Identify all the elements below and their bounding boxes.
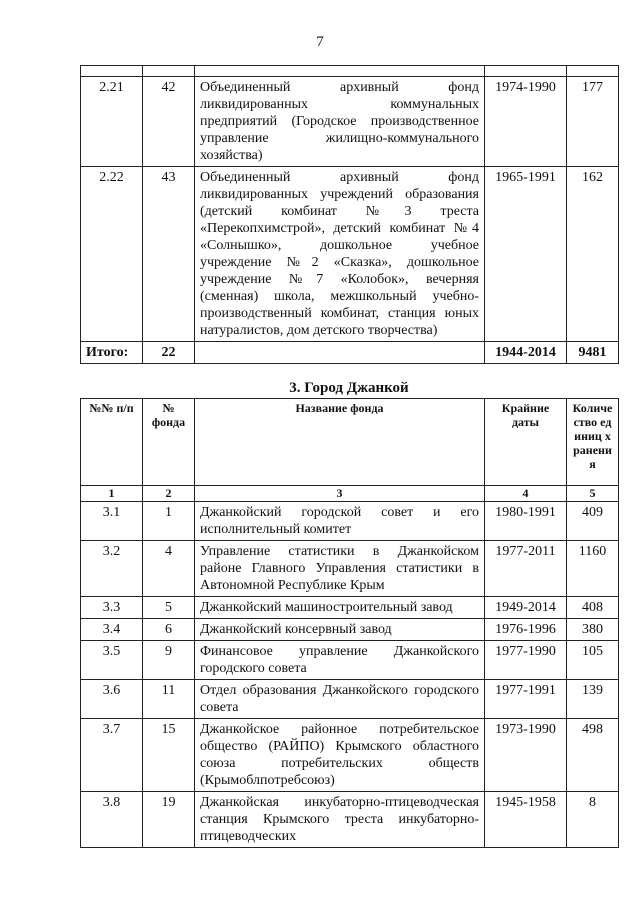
fond-number: 19 [143, 792, 195, 848]
header-dates: Крайние даты [485, 399, 567, 486]
table-row [81, 541, 619, 597]
fond-number: 9 [143, 641, 195, 680]
fond-number: 43 [143, 167, 195, 342]
date-range: 1965-1991 [485, 167, 567, 342]
column-number: 4 [485, 486, 567, 502]
storage-units: 498 [567, 719, 619, 792]
table-row [81, 619, 619, 641]
header-count: Количество единиц хранения [567, 399, 619, 486]
fond-number: 4 [143, 541, 195, 597]
total-fond-count: 22 [143, 342, 195, 364]
table-row [81, 597, 619, 619]
storage-units: 105 [567, 641, 619, 680]
date-range: 1977-2011 [485, 541, 567, 597]
column-number: 5 [567, 486, 619, 502]
storage-units: 177 [567, 77, 619, 167]
storage-units: 408 [567, 597, 619, 619]
date-range: 1973-1990 [485, 719, 567, 792]
header-fond: № фонда [143, 399, 195, 486]
table-row [81, 167, 619, 342]
row-number: 3.1 [81, 502, 143, 541]
date-range: 1980-1991 [485, 502, 567, 541]
date-range: 1977-1990 [485, 641, 567, 680]
table-row [81, 641, 619, 680]
total-storage-units: 9481 [567, 342, 619, 364]
section-title: 3. Город Джанкой [289, 380, 409, 396]
total-row [81, 342, 619, 364]
header-num: №№ п/п [81, 399, 143, 486]
fond-name: Финансовое управление Джанкойского городского совета [195, 641, 485, 680]
table-header-row [81, 399, 619, 486]
fond-name: Джанкойская инкубаторно-птицеводческая станция Крымского треста инкубаторно-птицеводческих [195, 792, 485, 848]
column-number: 1 [81, 486, 143, 502]
row-number: 2.22 [81, 167, 143, 342]
fond-name: Объединенный архивный фонд ликвидированных учреждений образования (детский комбинат №3 треста «Перекопхимстрой», детский комбинат №4 «Солнышко», дошкольное учебное учреждение №2 «Сказка», дошкольное учреждение №7 «Колобок», вечерняя (сменная) школа, межшкольный учебно-производственный комбинат, станция юных натуралистов, дом детского творчества) [195, 167, 485, 342]
row-number: 3.8 [81, 792, 143, 848]
row-number: 3.7 [81, 719, 143, 792]
table-row [81, 719, 619, 792]
row-number: 3.2 [81, 541, 143, 597]
table-header-stub [81, 66, 619, 77]
total-label: Итого: [81, 342, 143, 364]
row-number: 3.5 [81, 641, 143, 680]
column-number-row [81, 486, 619, 502]
storage-units: 8 [567, 792, 619, 848]
fond-name: Объединенный архивный фонд ликвидированных коммунальных предприятий (Городское производственное управление жилищно-коммунального хозяйства) [195, 77, 485, 167]
fond-name: Джанкойский консервный завод [195, 619, 485, 641]
storage-units: 1160 [567, 541, 619, 597]
fond-number: 15 [143, 719, 195, 792]
header-name: Название фонда [195, 399, 485, 486]
total-empty-cell [195, 342, 485, 364]
page-number: 7 [316, 34, 324, 50]
fond-name: Джанкойский городской совет и его исполнительный комитет [195, 502, 485, 541]
fond-name: Джанкойский машиностроительный завод [195, 597, 485, 619]
row-number: 3.4 [81, 619, 143, 641]
row-number: 2.21 [81, 77, 143, 167]
row-number: 3.3 [81, 597, 143, 619]
fond-number: 5 [143, 597, 195, 619]
column-number: 2 [143, 486, 195, 502]
storage-units: 380 [567, 619, 619, 641]
fond-number: 1 [143, 502, 195, 541]
table-row [81, 502, 619, 541]
storage-units: 409 [567, 502, 619, 541]
storage-units: 139 [567, 680, 619, 719]
fond-number: 42 [143, 77, 195, 167]
date-range: 1974-1990 [485, 77, 567, 167]
archive-table-dzhankoy [80, 398, 619, 848]
date-range: 1977-1991 [485, 680, 567, 719]
date-range: 1949-2014 [485, 597, 567, 619]
total-date-range: 1944-2014 [485, 342, 567, 364]
table-row [81, 77, 619, 167]
archive-table-continued [80, 65, 619, 364]
fond-number: 6 [143, 619, 195, 641]
table-row [81, 680, 619, 719]
row-number: 3.6 [81, 680, 143, 719]
date-range: 1976-1996 [485, 619, 567, 641]
fond-name: Джанкойское районное потребительское общество (РАЙПО) Крымского областного союза потребительских обществ (Крымоблпотребсоюз) [195, 719, 485, 792]
column-number: 3 [195, 486, 485, 502]
date-range: 1945-1958 [485, 792, 567, 848]
fond-name: Отдел образования Джанкойского городского совета [195, 680, 485, 719]
storage-units: 162 [567, 167, 619, 342]
fond-number: 11 [143, 680, 195, 719]
fond-name: Управление статистики в Джанкойском районе Главного Управления статистики в Автономной Республике Крым [195, 541, 485, 597]
table-row [81, 792, 619, 848]
